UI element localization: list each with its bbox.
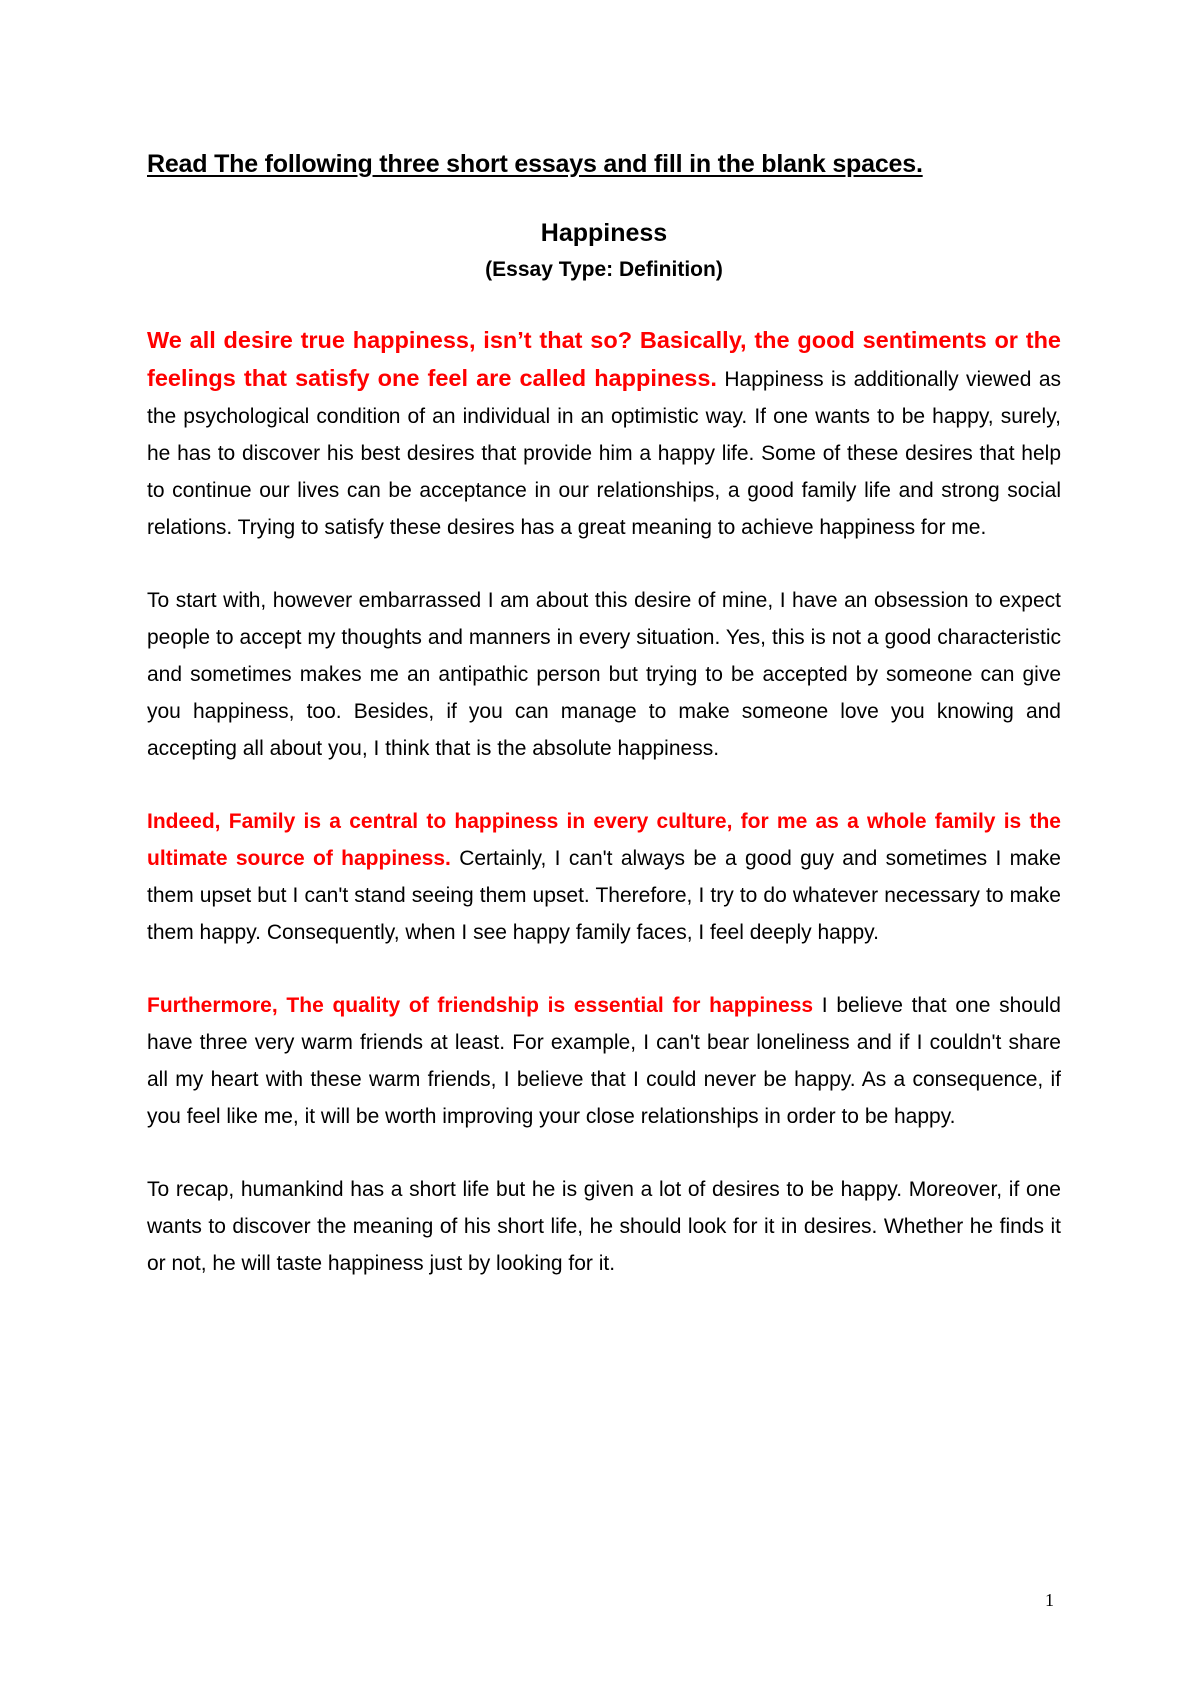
paragraph-introduction [147, 322, 1061, 546]
document-content [147, 142, 1061, 1282]
topic-sentence-highlight: Indeed, Family is a central to happiness in every culture, for me as a whole family is the ultimate source of happiness. [147, 810, 1061, 870]
paragraph-text: Certainly, I can't always be a good guy and sometimes I make them upset but I can't stand seeing them upset. Therefore, I try to do whatever necessary to make them happy. Consequently, when I see happy family faces, I feel deeply happy. [147, 847, 1061, 944]
instruction-title: Read The following three short essays and fill in the blank spaces. [147, 150, 923, 178]
page-number: 1 [1045, 1590, 1054, 1610]
essay-type: (Essay Type: Definition) [485, 258, 723, 281]
essay-title: Happiness [540, 219, 668, 247]
paragraph-conclusion [147, 1171, 1061, 1282]
paragraph-text: I believe that one should have three very warm friends at least. For example, I can't bear loneliness and if I couldn't share all my heart with these warm friends, I believe that I could never be happy. As a consequence, if you feel like me, it will be worth improving your close relationships in order to be happy. [147, 994, 1061, 1128]
paragraph-friendship [147, 987, 1061, 1135]
thesis-highlight: We all desire true happiness, isn’t that so? Basically, the good sentiments or the feelings that satisfy one feel are called happiness. [147, 327, 1061, 391]
paragraph-text: To recap, humankind has a short life but he is given a lot of desires to be happy. Moreover, if one wants to discover the meaning of his short life, he should look for it in desires. Whether he finds it or not, he will taste happiness just by looking for it. [147, 1178, 1061, 1275]
paragraph-text: To start with, however embarrassed I am about this desire of mine, I have an obsession to expect people to accept my thoughts and manners in every situation. Yes, this is not a good characteristic and sometimes makes me an antipathic person but trying to be accepted by someone can give you happiness, too. Besides, if you can manage to make someone love you knowing and accepting all about you, I think that is the absolute happiness. [147, 589, 1061, 760]
paragraph-acceptance [147, 582, 1061, 767]
paragraph-family [147, 803, 1061, 951]
topic-sentence-highlight: Furthermore, The quality of friendship is essential for happiness [147, 994, 814, 1017]
paragraph-text: Happiness is additionally viewed as the psychological condition of an individual in an optimistic way. If one wants to be happy, surely, he has to discover his best desires that provide him a happy life. Some of these desires that help to continue our lives can be acceptance in our relationships, a good family life and strong social relations. Trying to satisfy these desires has a great meaning to achieve happiness for me. [147, 368, 1061, 539]
